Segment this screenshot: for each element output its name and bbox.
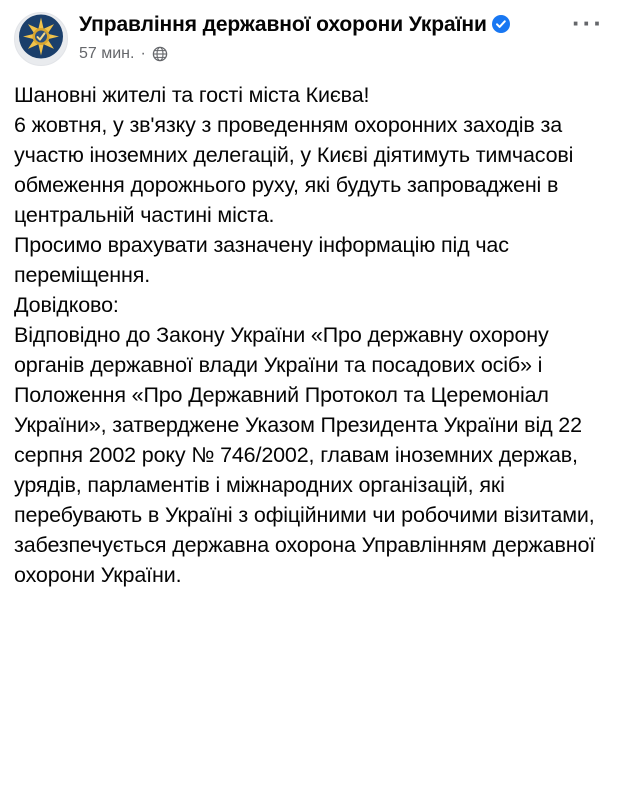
post-meta — [79, 45, 570, 63]
post-body — [0, 66, 620, 590]
more-options-icon: ··· — [572, 8, 604, 38]
post-paragraph-4: Довідково: — [14, 293, 119, 317]
post-paragraph-5: Відповідно до Закону України «Про державну охорону органів державної влади України та посадових осіб» і Положення «Про Державний Протокол та Церемоніал України», затверджене Указом Президента України від 22 серпня 2002 року № 746/2002, главам іноземних держав, урядів, парламентів і міжнародних організацій, які перебувають в Україні з офіційними чи робочими візитами, забезпечується державна охорона Управлінням державної охорони України. — [14, 323, 596, 587]
post-header-text — [68, 12, 570, 63]
organization-emblem-icon — [18, 14, 64, 65]
avatar[interactable] — [14, 12, 68, 66]
meta-separator: · — [140, 45, 146, 62]
verified-badge-icon — [492, 15, 510, 33]
post-paragraph-2: 6 жовтня, у зв'язку з проведенням охоронних заходів за участю іноземних делегацій, у Києві діятимуть тимчасові обмеження дорожнього руху, які будуть запроваджені в центральній частині міста. — [14, 113, 574, 227]
globe-icon[interactable] — [152, 46, 168, 62]
more-options-button[interactable] — [570, 8, 606, 44]
page-name-row — [79, 12, 570, 39]
page-name[interactable]: Управління державної охорони України — [79, 13, 487, 36]
post-paragraph-3: Просимо врахувати зазначену інформацію під час переміщення. — [14, 233, 509, 287]
post-timestamp[interactable]: 57 мин. — [79, 45, 135, 62]
post-paragraph-1: Шановні жителі та гості міста Києва! — [14, 83, 370, 107]
post-header — [0, 0, 620, 66]
